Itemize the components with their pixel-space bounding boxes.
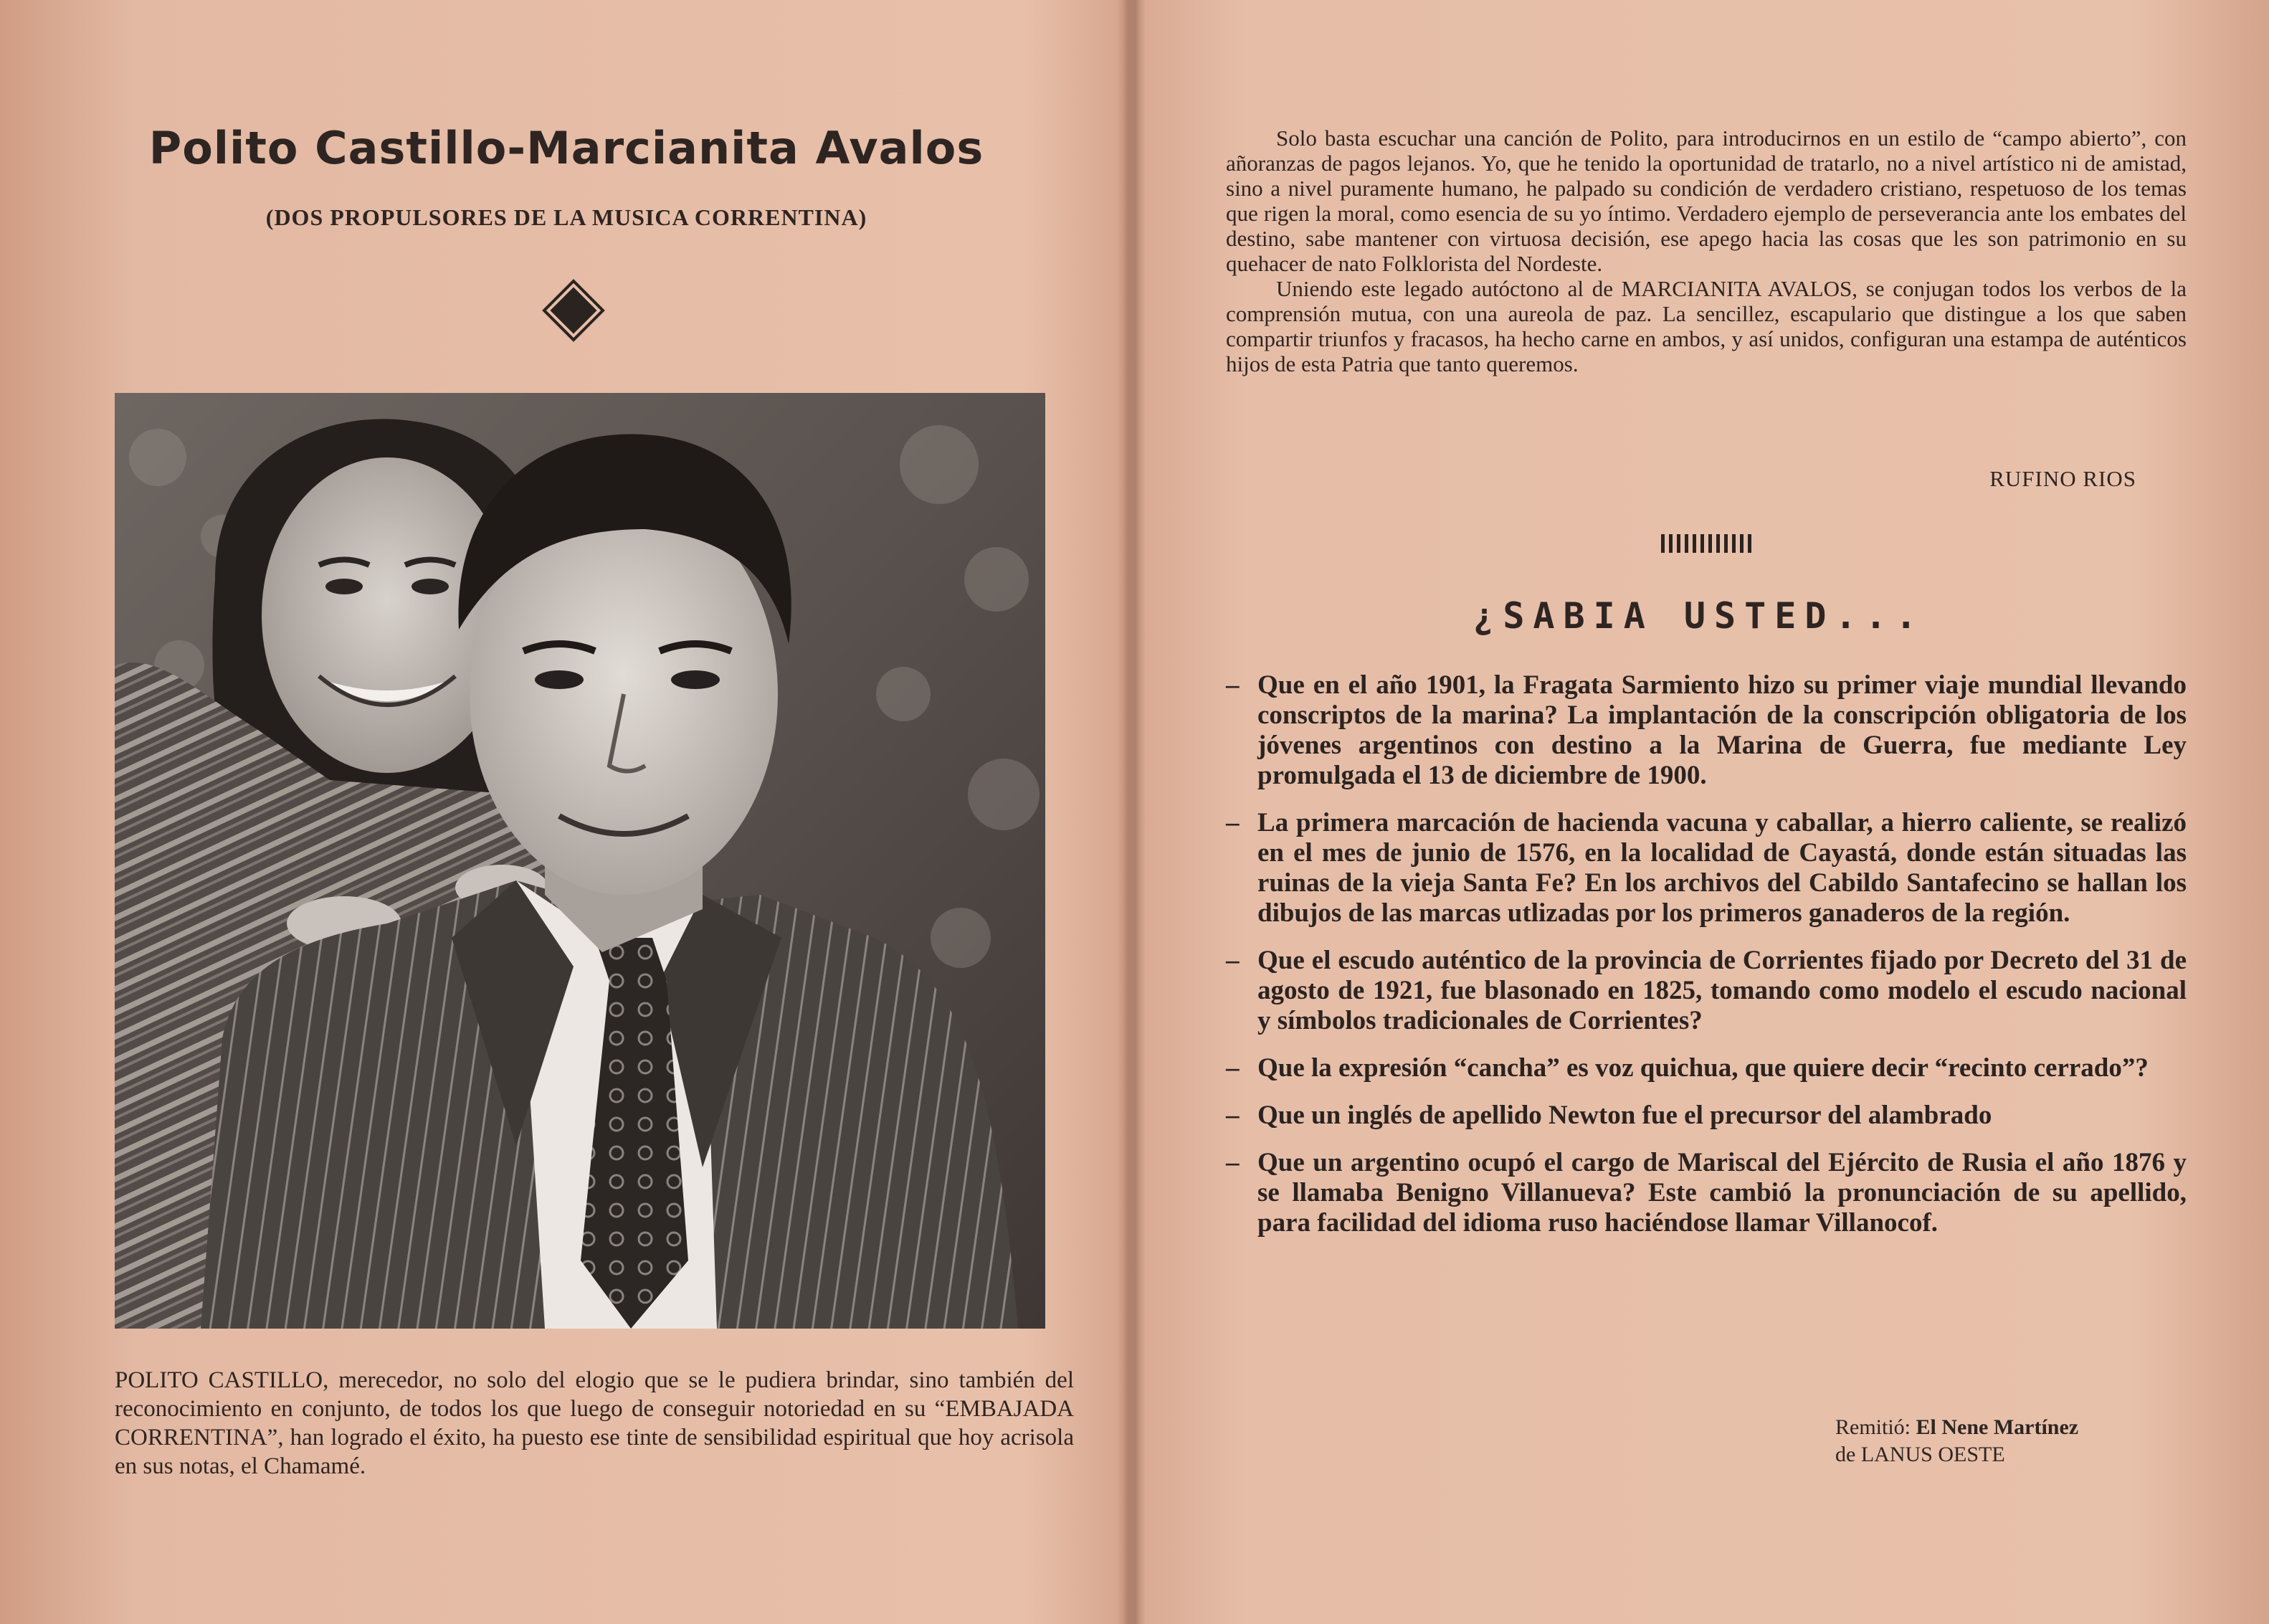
article-subtitle: (DOS PROPULSORES DE LA MUSICA CORRENTINA) bbox=[265, 204, 867, 230]
section-title: ¿SABIA USTED... bbox=[1473, 595, 1926, 637]
fact-item bbox=[1226, 670, 2187, 791]
credit-label: Remitió: bbox=[1835, 1415, 1911, 1439]
fact-text: Que en el año 1901, la Fragata Sarmiento hizo su primer viaje mundial llevando conscriptos de la marina? La implantación de la conscripción obligatoria de los jóvenes argentinos con destino a la Marina de Guerra, fue mediante Ley promulgada el 13 de diciembre de 1900. bbox=[1257, 670, 2187, 790]
photo-caption: POLITO CASTILLO, merecedor, no solo del elogio que se le pudiera brindar, sino también del reconocimiento en conjunto, de todos los que luego de conseguir notoriedad en su “EMBAJADA CORRENTINA”, han logrado el éxito, ha puesto ese tinte de sensibilidad espiritual que hoy acrisola en sus notas, el Chamamé. bbox=[115, 1367, 1074, 1479]
fact-item bbox=[1226, 808, 2187, 929]
dash-marker: – bbox=[1226, 670, 1240, 700]
intro-paragraph: Solo basta escuchar una canción de Polito, para introducirnos en un estilo de “campo abierto”, con añoranzas de pagos lejanos. Yo, que he tenido la oportunidad de tratarlo, no a nivel artístico ni de amistad, sino a nivel puramente humano, he palpado su condición de verdadero cristiano, respetuoso de los temas que rigen la moral, como esencia de su yo íntimo. Verdadero ejemplo de perseverancia ante los embates del destino, sabe mantener con virtuosa decisión, ese apego hacia las cosas que les son patrimonio en su quehacer de nato Folklorista del Nordeste. bbox=[1226, 125, 2187, 276]
fact-text: Que un inglés de apellido Newton fue el precursor del alambrado bbox=[1257, 1101, 1992, 1130]
dash-marker: – bbox=[1226, 1101, 1240, 1130]
credit-from-label: de bbox=[1835, 1443, 1856, 1466]
fact-text: Que el escudo auténtico de la provincia de Corrientes fijado por Decreto del 31 de agosto de 1921, fue blasonado en 1825, tomando como modelo el escudo nacional y símbolos tradicionales de Corrientes? bbox=[1257, 946, 2187, 1035]
credit-place: LANUS OESTE bbox=[1860, 1443, 2005, 1466]
portrait-photo bbox=[115, 393, 1045, 1329]
credit-line bbox=[1835, 1414, 2179, 1441]
left-page bbox=[0, 0, 1133, 1624]
fact-item bbox=[1226, 946, 2187, 1036]
author-signature: RUFINO RIOS bbox=[1989, 466, 2136, 491]
credit-name: El Nene Martínez bbox=[1916, 1415, 2079, 1439]
intro-text bbox=[1226, 125, 2187, 376]
divider-bars-icon bbox=[1649, 534, 1764, 556]
photo-illustration bbox=[115, 393, 1045, 1329]
contributor-credit bbox=[1835, 1414, 2179, 1468]
fact-item bbox=[1226, 1101, 2187, 1131]
credit-origin bbox=[1835, 1441, 2179, 1468]
dash-marker: – bbox=[1226, 1148, 1240, 1177]
diamond-ornament-icon bbox=[546, 283, 601, 338]
intro-paragraph: Uniendo este legado autóctono al de MARCIANITA AVALOS, se conjugan todos los verbos de la comprensión mutua, con una aureola de paz. La sencillez, escapulario que distingue a los que saben compartir triunfos y fracasos, ha hecho carne en ambos, y así unidos, configuran una estampa de auténticos hijos de esta Patria que tanto queremos. bbox=[1226, 276, 2187, 376]
fact-item bbox=[1226, 1053, 2187, 1083]
fact-item bbox=[1226, 1148, 2187, 1238]
fact-text: Que un argentino ocupó el cargo de Mariscal del Ejército de Rusia el año 1876 y se llamaba Benigno Villanueva? Este cambió la pronunciación de su apellido, para facilidad del idioma ruso haciéndose llamar Villanocof. bbox=[1257, 1148, 2187, 1238]
dash-marker: – bbox=[1226, 946, 1240, 975]
dash-marker: – bbox=[1226, 1053, 1240, 1083]
fact-text: Que la expresión “cancha” es voz quichua, que quiere decir “recinto cerrado”? bbox=[1257, 1053, 2149, 1083]
dash-marker: – bbox=[1226, 808, 1240, 837]
fact-text: La primera marcación de hacienda vacuna y caballar, a hierro caliente, se realizó en el mes de junio de 1576, en la localidad de Cayastá, donde están situadas las ruinas de la vieja Santa Fe? En los archivos del Cabildo Santafecino se hallan los dibujos de las marcas utlizadas por los primeros ganaderos de la región. bbox=[1257, 808, 2187, 928]
article-title: Polito Castillo-Marcianita Avalos bbox=[148, 122, 984, 174]
facts-list bbox=[1226, 670, 2187, 1255]
